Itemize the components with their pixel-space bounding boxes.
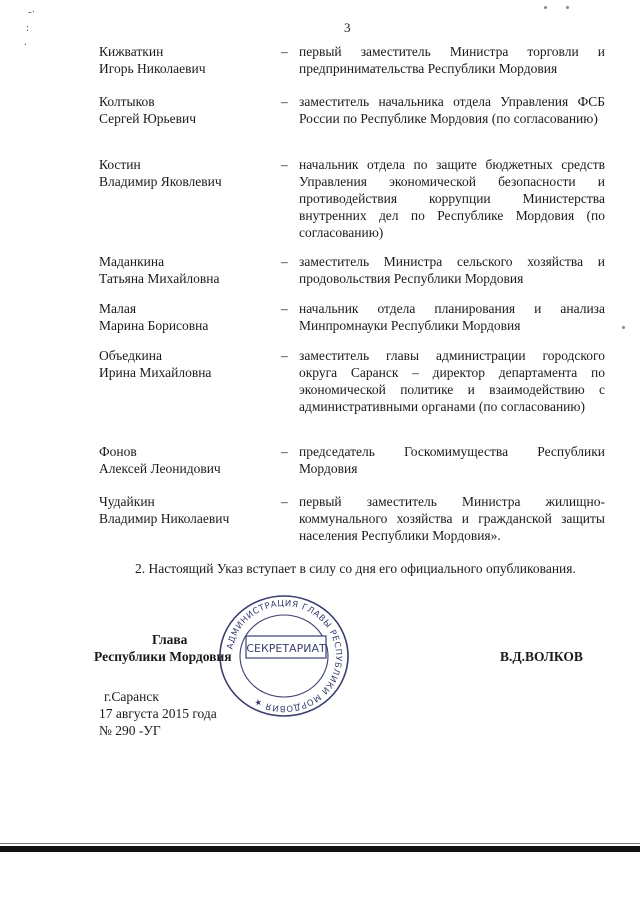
- member-dash: –: [281, 494, 288, 509]
- member-role: заместитель начальника отдела Управления ФСБ России по Республике Мордовия (по согласованию): [299, 94, 605, 126]
- member-dash: –: [281, 348, 288, 363]
- member-dash: –: [281, 44, 288, 59]
- signatory-title-2: Республики Мордовия: [94, 649, 232, 664]
- issue-date: 17 августа 2015 года: [99, 706, 217, 721]
- secretariat-stamp: [216, 592, 352, 720]
- issue-place: г.Саранск: [104, 689, 159, 704]
- decree-number: № 290 -УГ: [99, 723, 161, 738]
- member-role: заместитель Министра сельского хозяйства и продовольствия Республики Мордовия: [299, 254, 605, 286]
- member-role: председатель Госкомимущества Республики Мордовия: [299, 444, 605, 476]
- member-given: Марина Борисовна: [99, 318, 209, 333]
- member-given: Татьяна Михайловна: [99, 271, 220, 286]
- member-role: начальник отдела по защите бюджетных средств Управления экономической безопасности и противодействия коррупции Министерства внутренних дел по Республике Мордовия (по согласованию): [299, 157, 605, 240]
- scan-speck: [622, 326, 625, 329]
- member-surname: Кижваткин: [99, 44, 164, 59]
- member-given: Владимир Яковлевич: [99, 174, 222, 189]
- member-dash: –: [281, 157, 288, 172]
- member-surname: Чудайкин: [99, 494, 155, 509]
- scan-bottom-border: [0, 846, 640, 852]
- signatory-name: В.Д.ВОЛКОВ: [500, 649, 583, 664]
- member-role: первый заместитель Министра торговли и предпринимательства Республики Мордовия: [299, 44, 605, 76]
- page-number: 3: [344, 20, 351, 35]
- effective-clause: 2. Настоящий Указ вступает в силу со дня его официального опубликования.: [135, 561, 576, 576]
- scan-speck: [566, 6, 569, 9]
- member-surname: Фонов: [99, 444, 137, 459]
- member-role: начальник отдела планирования и анализа Минпромнауки Республики Мордовия: [299, 301, 605, 333]
- stamp-center-text: СЕКРЕТАРИАТ: [246, 642, 326, 655]
- member-given: Сергей Юрьевич: [99, 111, 197, 126]
- signatory-title-1: Глава: [152, 632, 188, 647]
- scan-speck: [544, 6, 547, 9]
- member-surname: Малая: [99, 301, 137, 316]
- member-given: Владимир Николаевич: [99, 511, 230, 526]
- member-dash: –: [281, 254, 288, 269]
- member-surname: Колтыков: [99, 94, 155, 109]
- member-dash: –: [281, 94, 288, 109]
- corner-mark-2: :: [26, 22, 30, 34]
- member-dash: –: [281, 301, 288, 316]
- member-surname: Объедкина: [99, 348, 162, 363]
- member-given: Алексей Леонидович: [99, 461, 221, 476]
- member-role: первый заместитель Министра жилищно-коммунального хозяйства и гражданской защиты населения Республики Мордовия».: [299, 494, 605, 543]
- corner-mark-3: .: [24, 36, 27, 48]
- member-surname: Маданкина: [99, 254, 165, 269]
- member-surname: Костин: [99, 157, 141, 172]
- member-role: заместитель главы администрации городского округа Саранск – директор департамента по экономической политике и взаимодействию с административными органами (по согласованию): [299, 348, 605, 414]
- member-given: Ирина Михайловна: [99, 365, 212, 380]
- corner-mark: -·: [28, 6, 36, 18]
- stamp-ring-text: АДМИНИСТРАЦИЯ ГЛАВЫ РЕСПУБЛИКИ МОРДОВИЯ ★: [225, 598, 344, 714]
- member-dash: –: [281, 444, 288, 459]
- scan-edge-line: [0, 843, 640, 844]
- member-given: Игорь Николаевич: [99, 61, 206, 76]
